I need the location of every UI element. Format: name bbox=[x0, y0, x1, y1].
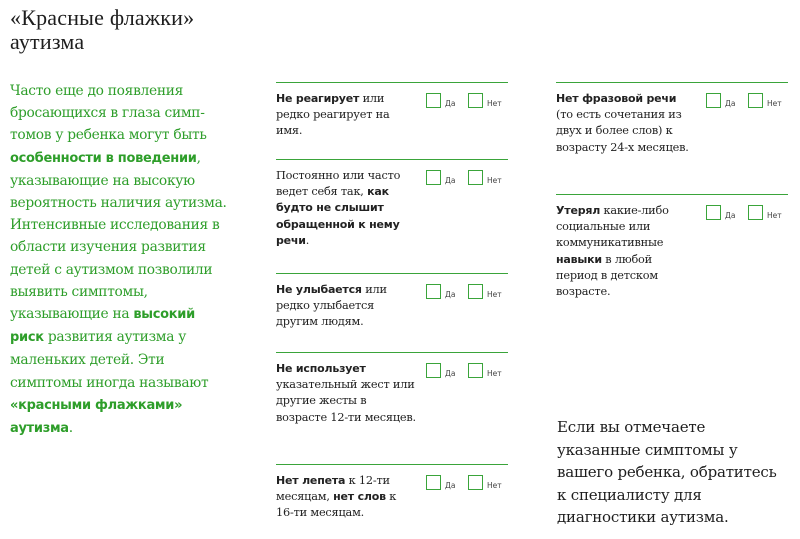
no-option[interactable] bbox=[748, 205, 782, 220]
checklist-item bbox=[276, 273, 508, 352]
checklist-item bbox=[276, 464, 508, 539]
checklist-item-text bbox=[276, 274, 416, 331]
yes-label: Да bbox=[445, 369, 456, 378]
no-checkbox[interactable] bbox=[468, 284, 483, 299]
item-bold: Не улыбается bbox=[276, 283, 362, 296]
yes-option[interactable] bbox=[426, 93, 455, 108]
checklist-item bbox=[276, 159, 508, 273]
no-option[interactable] bbox=[748, 93, 782, 108]
yes-checkbox[interactable] bbox=[706, 205, 721, 220]
no-checkbox[interactable] bbox=[748, 205, 763, 220]
no-option[interactable] bbox=[468, 363, 502, 378]
yes-option[interactable] bbox=[426, 284, 455, 299]
yes-checkbox[interactable] bbox=[426, 363, 441, 378]
no-option[interactable] bbox=[468, 170, 502, 185]
no-option[interactable] bbox=[468, 475, 502, 490]
no-label: Нет bbox=[487, 290, 502, 299]
no-option[interactable] bbox=[468, 284, 502, 299]
no-label: Нет bbox=[487, 99, 502, 108]
closing-note: Если вы отмечаете указанные симптомы у вашего ребенка, обратитесь к специалисту для диагностики аутизма. bbox=[557, 418, 777, 526]
checklist-right bbox=[556, 82, 788, 319]
item-bold: Не использует bbox=[276, 362, 366, 375]
no-checkbox[interactable] bbox=[468, 170, 483, 185]
checklist-left bbox=[276, 82, 508, 539]
title-line-2: аутизма bbox=[10, 29, 85, 54]
no-label: Нет bbox=[767, 211, 782, 220]
intro-paragraph bbox=[10, 80, 230, 440]
no-checkbox[interactable] bbox=[748, 93, 763, 108]
checklist-item bbox=[276, 352, 508, 464]
checklist-item-text bbox=[276, 465, 416, 522]
item-text: указательный жест или другие жесты в возрасте 12-ти месяцев. bbox=[276, 378, 416, 424]
no-checkbox[interactable] bbox=[468, 363, 483, 378]
yes-checkbox[interactable] bbox=[426, 93, 441, 108]
item-text: или редко реагирует на имя. bbox=[276, 92, 390, 138]
yes-option[interactable] bbox=[426, 363, 455, 378]
title-line-1: «Красные флажки» bbox=[10, 5, 195, 30]
item-bold: как будто не слышит обращенной к нему речи bbox=[276, 185, 400, 247]
yes-label: Да bbox=[445, 99, 456, 108]
yes-option[interactable] bbox=[706, 205, 735, 220]
checklist-item-text bbox=[276, 83, 416, 140]
checklist-item bbox=[556, 194, 788, 319]
item-text: . bbox=[305, 233, 310, 247]
item-bold: навыки bbox=[556, 252, 602, 266]
intro-bold-3: «красными флажками» аутизма bbox=[10, 397, 183, 437]
no-checkbox[interactable] bbox=[468, 475, 483, 490]
yes-label: Да bbox=[725, 211, 736, 220]
checklist-item bbox=[556, 82, 788, 194]
checklist-item-text bbox=[556, 195, 696, 300]
yes-checkbox[interactable] bbox=[706, 93, 721, 108]
item-text: к 12-ти месяцам, bbox=[276, 474, 390, 504]
checklist-item-text bbox=[276, 160, 416, 249]
item-text: к 16-ти месяцам. bbox=[276, 490, 397, 520]
no-label: Нет bbox=[487, 369, 502, 378]
item-text: или редко улыбается другим людям. bbox=[276, 283, 387, 329]
yes-option[interactable] bbox=[706, 93, 735, 108]
yes-label: Да bbox=[725, 99, 736, 108]
no-label: Нет bbox=[487, 176, 502, 185]
checklist-item-text bbox=[556, 83, 696, 156]
no-option[interactable] bbox=[468, 93, 502, 108]
yes-option[interactable] bbox=[426, 170, 455, 185]
yes-checkbox[interactable] bbox=[426, 284, 441, 299]
checklist-item bbox=[276, 82, 508, 159]
yes-option[interactable] bbox=[426, 475, 455, 490]
intro-text-2: , указывающие на высокую вероятность наличия аутизма. Интенсивные исследования в области изучения развития детей с аутизмом позволили выявить симптомы, указывающие на bbox=[10, 149, 227, 323]
item-bold: Утерял bbox=[556, 204, 601, 217]
yes-label: Да bbox=[445, 481, 456, 490]
item-text: (то есть сочетания из двух и более слов) к возрасту 24-х месяцев. bbox=[556, 108, 689, 154]
intro-text-1: Часто еще до появления бросающихся в глаза симптомов у ребенка могут быть bbox=[10, 83, 207, 144]
item-bold: Не реагирует bbox=[276, 92, 360, 105]
item-bold: нет слов bbox=[333, 490, 386, 504]
intro-bold-1: особенности в поведении bbox=[10, 150, 197, 166]
item-bold: Нет лепета bbox=[276, 474, 346, 487]
intro-text-4: . bbox=[68, 420, 73, 437]
item-text: Постоянно или часто ведет себя так, bbox=[276, 169, 401, 199]
yes-checkbox[interactable] bbox=[426, 475, 441, 490]
intro-bold-2: высокий риск bbox=[10, 307, 195, 346]
intro-text-3: развития аутизма у маленьких детей. Эти симптомы иногда называют bbox=[10, 329, 209, 391]
yes-label: Да bbox=[445, 176, 456, 185]
yes-label: Да bbox=[445, 290, 456, 299]
no-label: Нет bbox=[767, 99, 782, 108]
item-text: какие-либо социальные или коммуникативные bbox=[556, 204, 669, 250]
no-label: Нет bbox=[487, 481, 502, 490]
page-title bbox=[10, 6, 270, 54]
yes-checkbox[interactable] bbox=[426, 170, 441, 185]
item-text: в любой период в детском возрасте. bbox=[556, 252, 658, 299]
checklist-item-text bbox=[276, 353, 416, 426]
no-checkbox[interactable] bbox=[468, 93, 483, 108]
item-bold: Нет фразовой речи bbox=[556, 92, 677, 105]
